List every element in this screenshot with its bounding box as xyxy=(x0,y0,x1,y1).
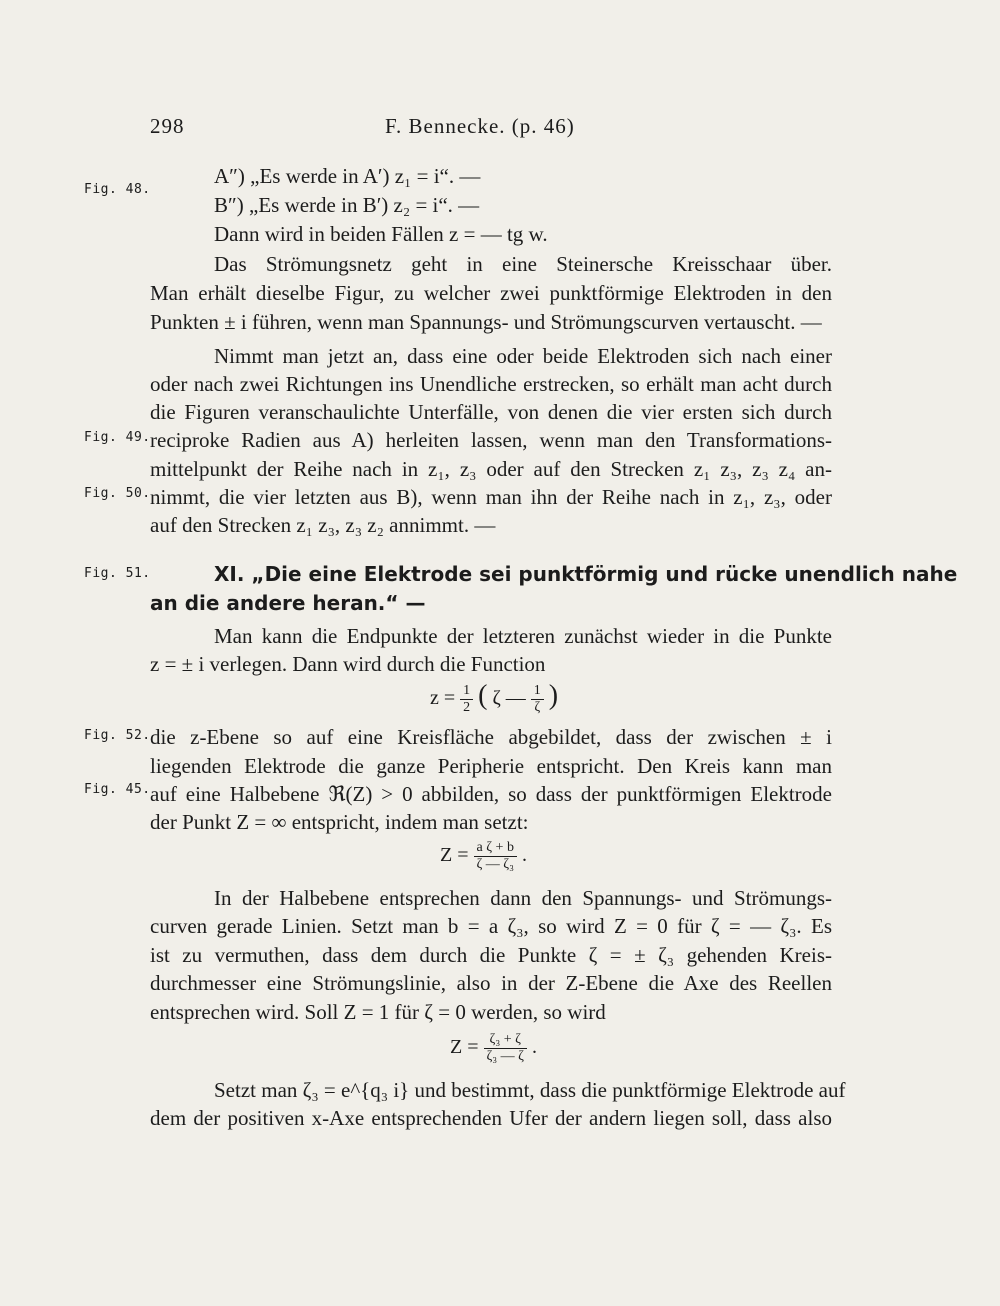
text-line: mittelpunkt der Reihe nach in z₁, z₃ oder auf den Strecken z₁ z₃, z₃ z₄ an- xyxy=(150,457,832,481)
text-line: oder nach zwei Richtungen ins Unendliche erstrecken, so erhält man acht durch xyxy=(150,372,832,396)
text-line: entsprechen wird. Soll Z = 1 für ζ = 0 werden, so wird xyxy=(150,1000,606,1024)
text-line: durchmesser eine Strömungslinie, also in der Z-Ebene die Axe des Reellen xyxy=(150,971,832,995)
text-line: auf den Strecken z₁ z₃, z₃ z₂ annimmt. — xyxy=(150,513,496,537)
fraction-denominator: ζ — ζ₃ xyxy=(476,857,514,872)
text-line: ist zu vermuthen, dass dem durch die Punkte ζ = ± ζ₃ gehenden Kreis- xyxy=(150,943,832,967)
text-line: die z-Ebene so auf eine Kreisfläche abgebildet, dass der zwischen ± i xyxy=(150,725,832,749)
equation-term: ζ — xyxy=(492,687,526,709)
fraction-numerator: 1 xyxy=(531,683,544,700)
running-title: F. Bennecke. (p. 46) xyxy=(385,114,575,138)
text-line: Dann wird in beiden Fällen z = — tg w. xyxy=(214,222,548,246)
text-line: Punkten ± i führen, wenn man Spannungs- und Strömungscurven vertauscht. — xyxy=(150,310,822,334)
text-line: nimmt, die vier letzten aus B), wenn man ihn der Reihe nach in z₁, z₃, oder xyxy=(150,485,832,509)
paren-open: ( xyxy=(478,680,488,711)
text-line: dem der positiven x-Axe entsprechenden Ufer der andern liegen soll, dass also xyxy=(150,1106,832,1130)
fraction xyxy=(484,1032,527,1065)
paren-close: ) xyxy=(548,680,559,711)
text-line: Man kann die Endpunkte der letzteren zunächst wieder in die Punkte xyxy=(214,624,832,648)
fraction-denominator: 2 xyxy=(463,699,471,715)
text-line: In der Halbebene entsprechen dann den Spannungs- und Strömungs- xyxy=(214,886,832,910)
fraction-numerator: a ζ + b xyxy=(474,840,517,857)
text-line: die Figuren veranschaulichte Unterfälle, von denen die vier ersten sich durch xyxy=(150,400,832,424)
margin-note-fig50: Fig. 50. xyxy=(84,486,151,501)
equation-1 xyxy=(430,680,558,716)
text-line: Man erhält dieselbe Figur, zu welcher zwei punktförmige Elektroden in den xyxy=(150,281,832,305)
text-line: A″) „Es werde in A′) z₁ = i“. — xyxy=(214,164,481,188)
section-heading: XI. „Die eine Elektrode sei punktförmig und rücke unendlich nahe xyxy=(214,562,958,586)
text-line: z = ± i verlegen. Dann wird durch die Function xyxy=(150,652,546,676)
margin-note-fig52: Fig. 52. xyxy=(84,728,151,743)
text-line: Setzt man ζ₃ = e^{q₃ i} und bestimmt, dass die punktförmige Elektrode auf xyxy=(214,1078,846,1102)
equation-2 xyxy=(440,840,527,873)
equation-period: . xyxy=(521,844,527,867)
fraction xyxy=(531,683,544,716)
fraction-denominator: ζ xyxy=(534,699,541,715)
fraction xyxy=(474,840,517,873)
margin-note-fig51: Fig. 51. xyxy=(84,566,151,581)
equation-3 xyxy=(450,1032,537,1065)
section-heading-cont: an die andere heran.“ — xyxy=(150,591,426,615)
equation-lhs: z = xyxy=(430,687,456,709)
text-line: liegenden Elektrode die ganze Peripherie entspricht. Den Kreis kann man xyxy=(150,754,832,778)
page-number: 298 xyxy=(150,114,185,138)
text-line: reciproke Radien aus A) herleiten lassen, wenn man den Transformations- xyxy=(150,428,832,452)
text-line: auf eine Halbebene ℜ(Z) > 0 abbilden, so dass der punktförmigen Elektrode xyxy=(150,782,832,806)
text-line: Nimmt man jetzt an, dass eine oder beide Elektroden sich nach einer xyxy=(214,344,832,368)
equation-lhs: Z = xyxy=(440,844,469,867)
fraction-numerator: 1 xyxy=(460,683,473,700)
margin-note-fig49: Fig. 49. xyxy=(84,430,151,445)
margin-note-fig48: Fig. 48. xyxy=(84,182,151,197)
fraction-numerator: ζ₃ + ζ xyxy=(484,1032,527,1049)
fraction xyxy=(460,683,473,716)
margin-note-fig45: Fig. 45. xyxy=(84,782,151,797)
text-line: B″) „Es werde in B′) z₂ = i“. — xyxy=(214,193,480,217)
text-line: Das Strömungsnetz geht in eine Steinersche Kreisschaar über. xyxy=(214,252,832,276)
fraction-denominator: ζ₃ — ζ xyxy=(486,1049,524,1064)
text-line: curven gerade Linien. Setzt man b = a ζ₃, so wird Z = 0 für ζ = — ζ₃. Es xyxy=(150,914,832,938)
equation-period: . xyxy=(531,1036,537,1059)
equation-lhs: Z = xyxy=(450,1036,479,1059)
text-line: der Punkt Z = ∞ entspricht, indem man setzt: xyxy=(150,810,529,834)
